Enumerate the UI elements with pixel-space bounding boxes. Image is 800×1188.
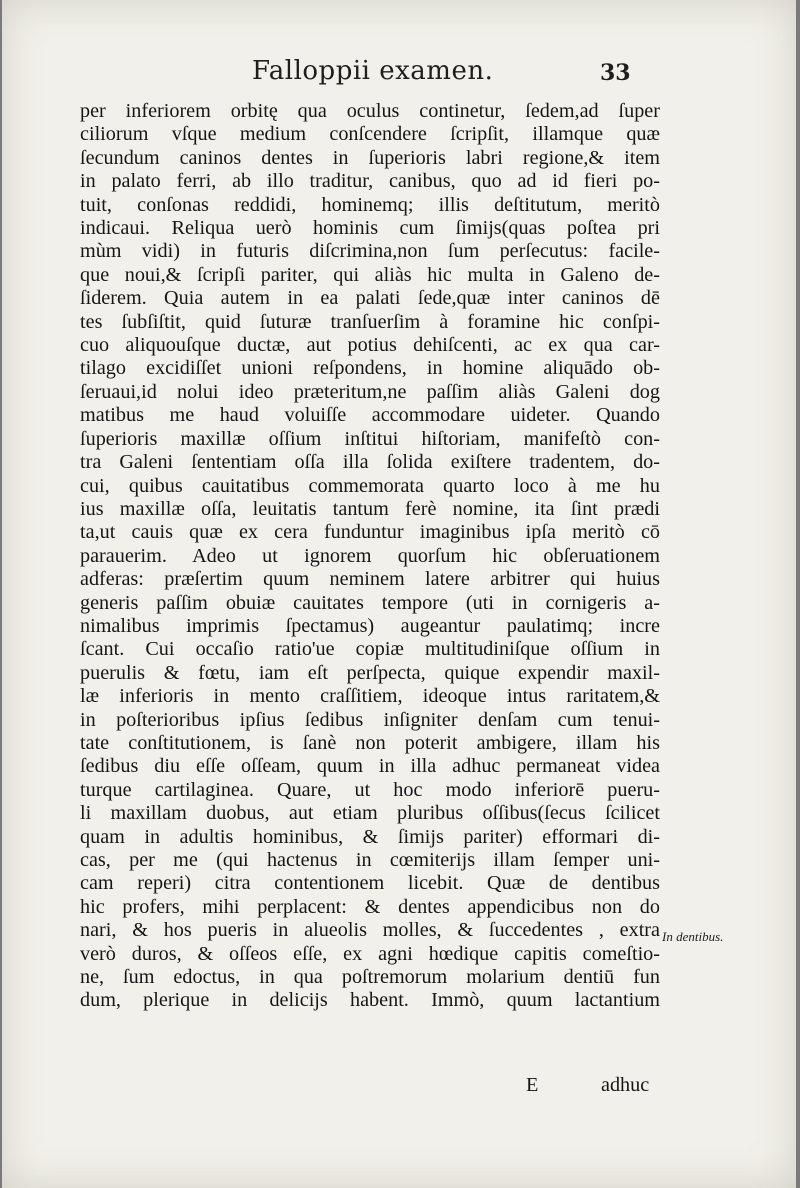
marginal-note: In dentibus. [662,929,724,944]
text-line: tilago excidiſſet unioni reſpondens, in homine aliquādo ob- [80,357,660,380]
text-line: ſedibus diu eſſe oſſeam, quum in illa adhuc permaneat videa [80,755,660,778]
text-line: li maxillam duobus, aut etiam pluribus oſſibus(ſecus ſcilicet [80,802,660,825]
page-number: 33 [600,60,631,86]
text-line: cas, per me (qui hactenus in cœmiterijs illam ſemper uni- [80,849,660,871]
catchword: adhuc [601,1074,650,1096]
page-header [2,56,796,96]
text-line: parauerim. Adeo ut ignorem quorſum hic obſeruationem [80,544,660,567]
text-line: indicaui. Reliqua uerò hominis cum ſimijs(quas poſtea pri [80,217,660,240]
text-line: verò duros, & oſſeos eſſe, ex agni hœdique capitis comeſtio- [80,942,660,965]
text-line: læ inferioris in mento craſſitiem, ideoque intus raritatem,& [80,685,660,708]
body-text [80,100,660,1013]
book-page [2,0,796,1188]
text-line: ſecundum caninos dentes in ſuperioris labri regione,& item [80,146,660,169]
text-line: tuit, conſonas reddidi, hominemq; illis deſtitutum, meritò [80,193,660,216]
text-line: tes ſubſiſtit, quid ſuturæ tranſuerſim à foramine hic conſpi- [80,310,660,333]
text-line: dum, plerique in delicijs habent. Immò, quum lactantium [80,989,660,1012]
page-footer [80,1074,660,1098]
text-line: cuo aliquouſque ductæ, aut potius dehiſcenti, ac ex qua car- [80,334,660,357]
text-line: turque cartilaginea. Quare, ut hoc modo inferiorē pueru- [80,778,660,801]
signature-mark: E [526,1074,539,1096]
text-line: cam reperi) citra contentionem licebit. Quæ de dentibus [80,872,660,895]
text-line: ius maxillæ oſſa, leuitatis tantum ferè nomine, ita ſint prædi [80,497,660,520]
text-line: adferas: præſertim quum neminem latere arbitrer qui huius [80,568,660,591]
text-line: ciliorum vſque medium conſcendere ſcripſit, illamque quæ [80,123,660,146]
text-line: per inferiorem orbitę qua oculus continetur, ſedem,ad ſuper [80,100,660,122]
text-line: cui, quibus cauitatibus commemorata quarto loco à me hu [80,474,660,497]
text-line: ta,ut cauis quæ ex cera funduntur imaginibus ipſa meritò cō [80,521,660,544]
text-line: quam in adultis hominibus, & ſimijs pariter) efformari di- [80,825,660,848]
text-line: tate conſtitutionem, is ſanè non poterit ambigere, illam his [80,731,660,754]
text-line: hic profers, mihi perplacent: & dentes appendicibus non do [80,895,660,918]
text-line: in palato ferri, ab illo traditur, canibus, quo ad id fieri po- [80,170,660,193]
text-line: tra Galeni ſententiam oſſa illa ſolida exiſtere tradentem, do- [80,451,660,474]
text-line: ſiderem. Quia autem in ea palati ſede,quæ inter caninos dē [80,287,660,310]
running-title: Falloppii examen. [252,56,494,86]
text-line: nari, & hos pueris in alueolis molles, & ſuccedentes , extra [80,919,660,942]
text-line: matibus me haud voluiſſe accommodare uideter. Quando [80,404,660,427]
text-line: ſcant. Cui occaſio ratio'ue copiæ multitudiniſque oſſium in [80,638,660,661]
text-line: que noui,& ſcripſi pariter, qui aliàs hic multa in Galeno de- [80,263,660,286]
text-line: nimalibus imprimis ſpectamus) augeantur paulatimq; incre [80,614,660,637]
text-line: ſeruaui,id nolui ideo præteritum,ne paſſim aliàs Galeni dog [80,380,660,403]
text-line: mùm vidi) in futuris diſcrimina,non ſum perſecutus: facile- [80,240,660,263]
text-line: ſuperioris maxillæ oſſium inſtitui hiſtoriam, manifeſtò con- [80,427,660,450]
text-line: ne, ſum edoctus, in qua poſtremorum molarium dentiū fun [80,966,660,989]
text-line: generis paſſim obuiæ cauitates tempore (uti in cornigeris a- [80,591,660,614]
text-line: puerulis & fœtu, iam eſt perſpecta, quique expendir maxil- [80,661,660,684]
text-line: in poſterioribus ipſius ſedibus inſigniter denſam cum tenui- [80,708,660,731]
